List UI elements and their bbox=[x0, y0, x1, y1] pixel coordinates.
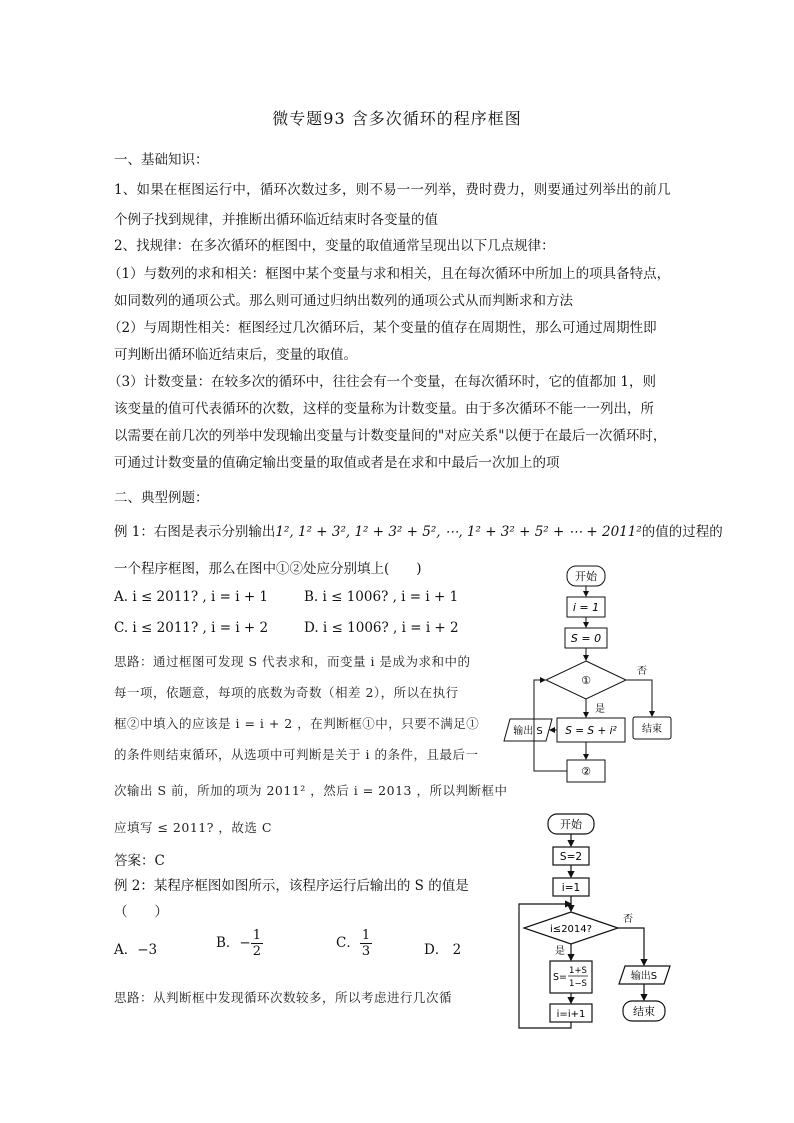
fc1-init-i-label: i = 1 bbox=[572, 601, 600, 614]
example-1-solution-line-6: 应填写 ≤ 2011? ，故选 C bbox=[114, 820, 272, 835]
example-1-solution-line-3: 框②中填入的应该是 i = i + 2 ，在判断框①中，只要不满足① bbox=[114, 716, 480, 731]
paragraph-2: 2、找规律：在多次循环的框图中，变量的取值通常呈现出以下几点规律： bbox=[114, 238, 555, 254]
fc1-output-label: 输出 S bbox=[513, 726, 543, 737]
paragraph-5-line-3: 以需要在前几次的列举中发现输出变量与计数变量间的"对应关系"以便于在最后一次循环时， bbox=[114, 428, 667, 444]
fc2-condition-label: i≤2014? bbox=[550, 924, 592, 935]
fc2-update-lhs: S= bbox=[553, 972, 567, 983]
paragraph-1-line-2: 个例子找到规律，并推断出循环临近结束时各变量的值 bbox=[114, 212, 438, 228]
fc2-init-i-label: i=1 bbox=[561, 882, 581, 894]
fc2-init-s-label: S=2 bbox=[559, 851, 583, 863]
example-2-option-c bbox=[336, 928, 372, 959]
fc2-update-numerator: 1+S bbox=[569, 966, 587, 976]
flowchart-example-2 bbox=[510, 806, 690, 1032]
section-heading-examples: 二、典型例题： bbox=[114, 490, 209, 506]
example-2-option-d: D． 2 bbox=[424, 942, 462, 958]
fc1-step-label: ② bbox=[581, 765, 591, 778]
example-1-solution-line-4: 的条件则结束循环，从选项中可判断是关于 i 的条件，且最后一 bbox=[114, 747, 479, 762]
example-1-option-b: B. i ≤ 1006? , i = i + 1 bbox=[304, 589, 459, 605]
fraction-numerator: 1 bbox=[361, 928, 371, 943]
fc2-end-label: 结束 bbox=[633, 1005, 655, 1018]
fc2-start-label: 开始 bbox=[560, 818, 582, 831]
paragraph-4-line-1: （2）与周期性相关：框图经过几次循环后，某个变量的值存在周期性，那么可通过周期性即 bbox=[108, 320, 657, 336]
paragraph-5-line-4: 可通过计数变量的值确定输出变量的取值或者是在求和中最后一次加上的项 bbox=[114, 455, 560, 471]
example-2-question-line-1: 例 2：某程序框图如图所示，该程序运行后输出的 S 的值是 bbox=[114, 878, 469, 894]
fc1-yes-label: 是 bbox=[595, 704, 605, 715]
fc1-start-label: 开始 bbox=[575, 570, 597, 583]
fc1-update-label: S = S + i² bbox=[565, 725, 617, 737]
example-2-option-c-fraction bbox=[360, 928, 372, 959]
example-1-lead: 例 1：右图是表示分别输出 bbox=[114, 524, 276, 540]
example-1-solution-line-2: 每一项，依题意，每项的底数为奇数（相差 2），所以在执行 bbox=[114, 685, 459, 700]
fc1-end-label: 结束 bbox=[642, 724, 662, 735]
fraction-denominator: 2 bbox=[252, 944, 262, 959]
example-1-solution-line-1: 思路：通过框图可发现 S 代表求和，而变量 i 是成为求和中的 bbox=[114, 654, 471, 669]
fc1-condition-label: ① bbox=[581, 674, 591, 687]
example-1-question-line-2: 一个程序框图，那么在图中①②处应分别填上( ) bbox=[114, 561, 422, 577]
example-1-expression: 1², 1² + 3², 1² + 3² + 5², ⋯, 1² + 3² + 5² + ⋯ + 2011² bbox=[275, 524, 642, 540]
fc2-yes-label: 是 bbox=[555, 946, 565, 957]
paragraph-5-line-2: 该变量的值可代表循环的次数，这样的变量称为计数变量。由于多次循环不能一一列出，所 bbox=[114, 401, 654, 417]
page-title: 微专题93 含多次循环的程序框图 bbox=[272, 109, 522, 128]
example-2-option-c-prefix: C． bbox=[336, 935, 360, 951]
example-1-answer: 答案：C bbox=[114, 853, 165, 869]
example-1-solution-line-5: 次输出 S 前，所加的项为 2011² ，然后 i = 2013 ，所以判断框中 bbox=[114, 783, 508, 798]
fc2-step-label: i=i+1 bbox=[556, 1009, 586, 1020]
example-2-question-line-2: （ ） bbox=[114, 904, 168, 920]
paragraph-1-line-1: 1、如果在框图运行中，循环次数过多，则不易一一列举，费时费力，则要通过列举出的前几 bbox=[114, 182, 671, 198]
example-2-solution-line-1: 思路：从判断框中发现循环次数较多，所以考虑进行几次循 bbox=[114, 990, 453, 1005]
example-1-option-a: A. i ≤ 2011? , i = i + 1 bbox=[114, 589, 269, 605]
example-1-option-d: D. i ≤ 1006? , i = i + 2 bbox=[304, 620, 459, 636]
example-1-option-c: C. i ≤ 2011? , i = i + 2 bbox=[114, 620, 269, 636]
fc1-init-s-label: S = 0 bbox=[570, 632, 602, 645]
fraction-numerator: 1 bbox=[252, 928, 262, 943]
section-heading-basics: 一、基础知识： bbox=[114, 152, 209, 168]
fc2-update-denominator: 1−S bbox=[569, 979, 587, 989]
fc2-no-label: 否 bbox=[623, 914, 633, 925]
example-2-option-b-prefix: B．− bbox=[216, 935, 251, 951]
fc1-no-label: 否 bbox=[637, 666, 647, 677]
flowchart-example-1 bbox=[490, 560, 690, 790]
paragraph-5-line-1: （3）计数变量：在较多次的循环中，往往会有一个变量，在每次循环时，它的值都加 1，则 bbox=[108, 374, 656, 390]
paragraph-3-line-1: （1）与数列的求和相关：框图中某个变量与求和相关，且在每次循环中所加上的项具备特点， bbox=[108, 266, 671, 282]
example-2-option-b-fraction bbox=[251, 928, 263, 959]
example-1-question-line-1 bbox=[114, 520, 723, 540]
paragraph-3-line-2: 如同数列的通项公式。那么则可通过归纳出数列的通项公式从而判断求和方法 bbox=[114, 293, 573, 309]
example-2-option-a: A．−3 bbox=[114, 942, 158, 958]
paragraph-4-line-2: 可判断出循环临近结束后，变量的取值。 bbox=[114, 347, 357, 363]
fc2-output-label: 输出S bbox=[630, 971, 658, 982]
example-1-tail: 的值的过程的 bbox=[641, 524, 723, 540]
example-2-option-b bbox=[216, 928, 263, 959]
fraction-denominator: 3 bbox=[361, 944, 371, 959]
